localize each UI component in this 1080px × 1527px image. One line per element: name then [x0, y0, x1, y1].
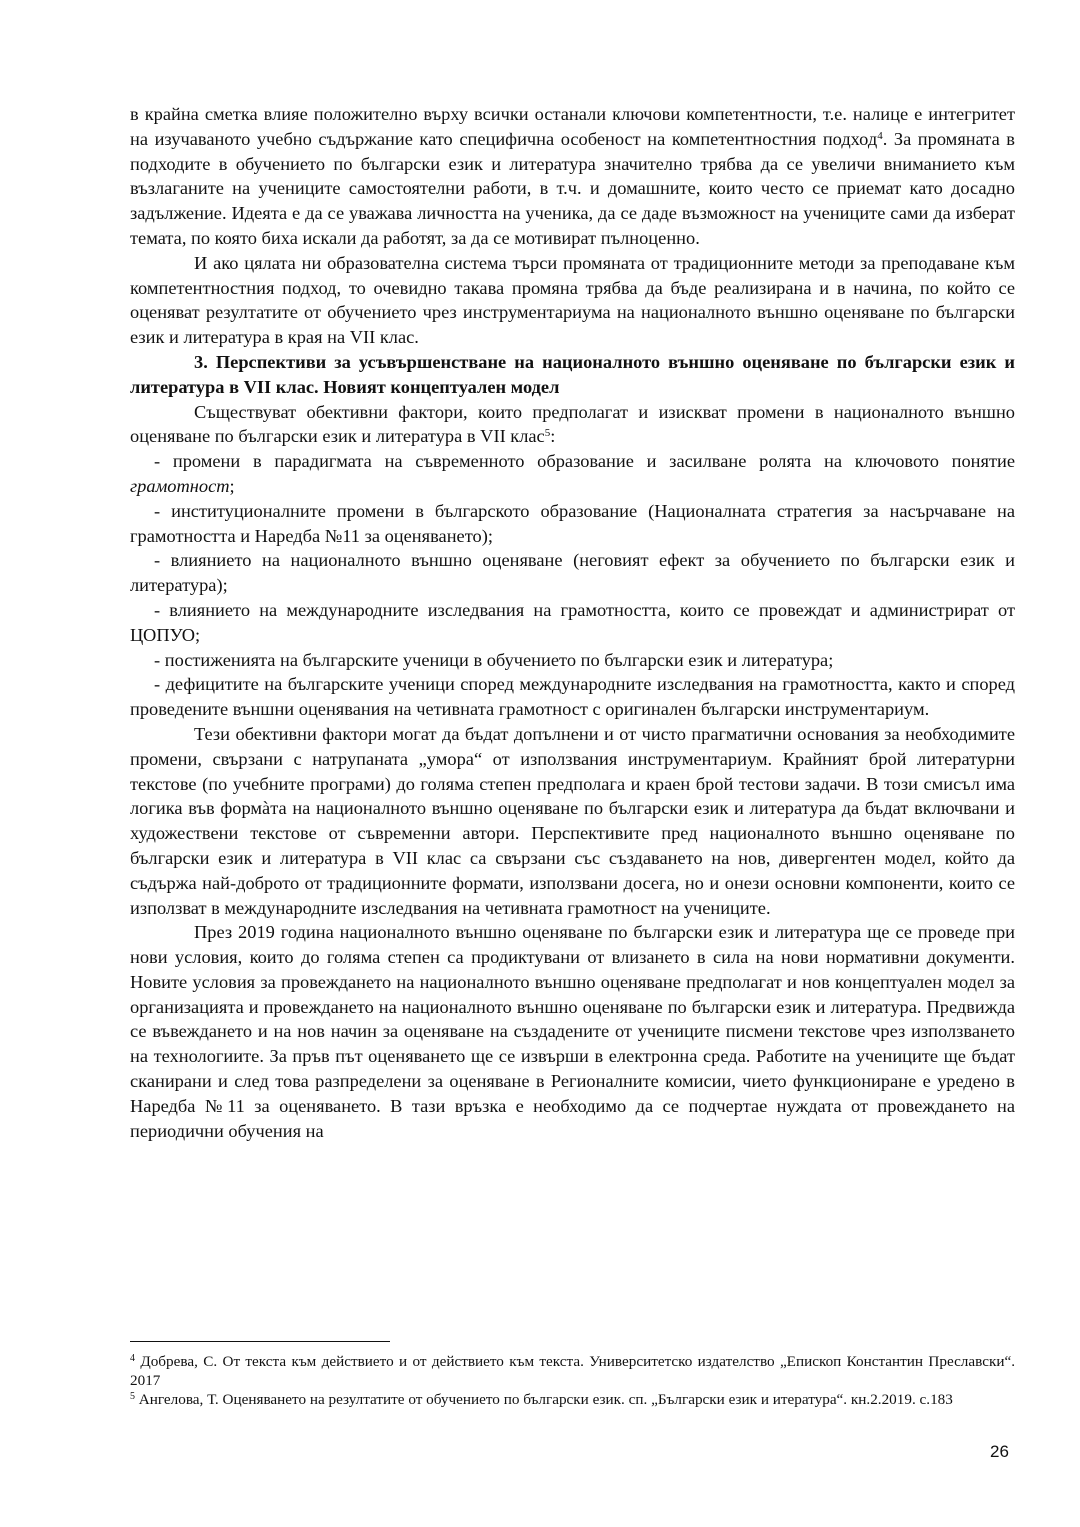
- footnotes: [130, 1352, 1015, 1409]
- list-item: - постиженията на българските ученици в обучението по български език и литература;: [154, 649, 834, 670]
- footnote-divider: [130, 1341, 390, 1342]
- list-item: - дефицитите на българските ученици според международните изследвания на грамотността, както и според проведените външни оценявания на четивната грамотност с оригинален български инструментариум.: [130, 674, 1015, 720]
- paragraph-5: През 2019 година националното външно оценяване по български език и литература ще се проведе при нови условия, които до голяма степен са продиктувани от влизането в сила на нови нормативни документи. Новите условия за провеждането на националното външно оценяване предполагат и нов концептуален модел за организацията и провеждането на националното външно оценяване по български език и литература. Предвижда се въвеждането и на нов начин за оценяване на създадените от учениците писмени текстове чрез използването на технологиите. За пръв път оценяването ще се извърши в електронна среда. Работите на учениците ще бъдат сканирани и след това разпределени за оценяване в Регионалните комисии, чието функциониране е уредено в Наредба №11 за оценяването. В тази връзка е необходимо да се подчертае нуждата от провеждането на периодични обучения на: [130, 922, 1015, 1141]
- section-heading: 3. Перспективи за усъвършенстване на националното външно оценяване по български език и литература в VII клас. Новият концептуален модел: [130, 351, 1015, 397]
- footnote-5: $^5$ Ангелова, Т. Оценяването на резултатите от обучението по български език. сп. „Български език и итература“. кн.2.2019. с.183: [130, 1391, 953, 1408]
- footnote-ref-5: 5: [544, 427, 551, 440]
- paragraph-3: Съществуват обективни фактори, които предполагат и изискват промени в националното външно оценяване по български език и литература в VII клас$^5$:: [130, 401, 1015, 447]
- list-item: - влиянието на международните изследвания на грамотността, които се провеждат и администрират от ЦОПУО;: [130, 599, 1015, 645]
- footnote-ref-4: 4: [877, 129, 883, 142]
- footnote-4: $^4$ Добрева, С. От текста към действието и от действието към текста. Университетско издателство „Епископ Константин Преславски“. 2017: [130, 1353, 1015, 1389]
- list-item: - институционалните промени в българското образование (Националната стратегия за насърчаване на грамотността и Наредба №11 за оценяването);: [130, 500, 1015, 546]
- page-number: 26: [990, 1442, 1009, 1461]
- list-item: - влиянието на националното външно оценяване (неговият ефект за обучението по български език и литература);: [130, 550, 1015, 596]
- body-text: [130, 102, 1015, 1143]
- paragraph-1: в крайна сметка влияе положително върху всички останали ключови компетентности, т.е. налице е интегритет на изучаваното учебно съдържание като специфична особеност на компетентностния подход$^4$. За промяната в подходите в обучението по български език и литература значително трябва да се увеличи вниманието към възлаганите на учениците самостоятелни работи, в т.ч. и домашните, които често се приемат като досадно задължение. Идеята е да се уважава личността на ученика, да се даде възможност на учениците сами да изберат темата, по която биха искали да работят, за да се мотивират пълноценно.: [130, 104, 1015, 248]
- paragraph-2: И ако цялата ни образователна система търси промяната от традиционните методи за преподаване към компетентностния подход, то очевидно такава промяна трябва да бъде реализирана и в начина, по който се оценяват резултатите от обучението чрез инструментариума на националното външно оценяване по български език и литература в края на VII клас.: [130, 252, 1015, 348]
- paragraph-4: Тези обективни фактори могат да бъдат допълнени и от чисто прагматични основания за необходимите промени, свързани с натрупаната „умора“ от използвания инструментариум. Крайният брой литературни текстове (по учебните програми) до голяма степен предполага и краен брой тестови задачи. В този смисъл има логика във формàта на националното външно оценяване по български език и литература да бъдат включвани и художествени текстове от съвременни автори. Перспективите пред националното външно оценяване по български език и литература в VII клас са свързани със създаването на нов, дивергентен модел, който да съдържа най-доброто от традиционните формати, използвани досега, но и онези основни компоненти, които се използват в международните изследвания на четивната грамотност на учениците.: [130, 723, 1015, 918]
- list-item: - промени в парадигмата на съвременното образование и засилване ролята на ключовото понятие грамотност;: [130, 451, 1015, 496]
